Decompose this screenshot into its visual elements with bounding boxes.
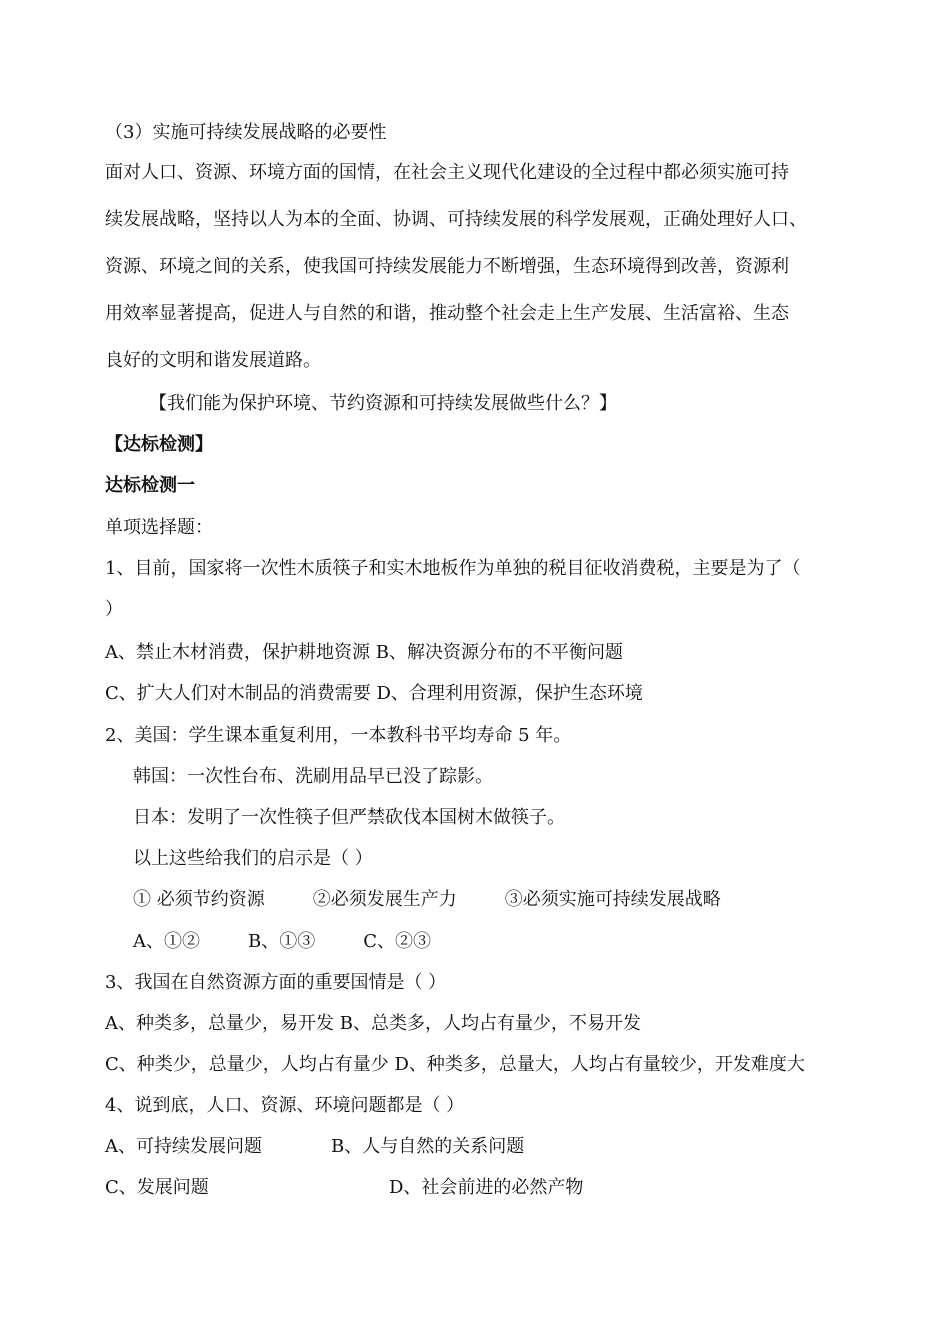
q1-stem: 1、目前，国家将一次性木质筷子和实木地板作为单独的税目征收消费税，主要是为了（ [105, 558, 801, 579]
paragraph-line: 续发展战略，坚持以人为本的全面、协调、可持续发展的科学发展观，正确处理好人口、 [105, 209, 807, 230]
q4-stem: 4、说到底，人口、资源、环境问题都是（ ） [105, 1095, 465, 1116]
q4-option-c: C、发展问题 [105, 1177, 209, 1198]
test-subtitle: 达标检测一 [105, 475, 195, 496]
q3-stem: 3、我国在自然资源方面的重要国情是（ ） [105, 972, 447, 993]
q1-stem-cont: ） [105, 599, 123, 620]
paragraph-line: 面对人口、资源、环境方面的国情，在社会主义现代化建设的全过程中都必须实施可持 [105, 162, 789, 183]
q2-item-3: ③必须实施可持续发展战略 [504, 889, 721, 910]
q2-korea-line: 韩国：一次性台布、洗刷用品早已没了踪影。 [133, 766, 493, 787]
q3-options-ab: A、种类多，总量少，易开发 B、总类多，人均占有量少，不易开发 [105, 1013, 641, 1034]
q1-options-ab: A、禁止木材消费，保护耕地资源 B、解决资源分布的不平衡问题 [105, 642, 623, 663]
reflection-question: 【我们能为保护环境、节约资源和可持续发展做些什么？】 [149, 393, 617, 414]
q4-option-a: A、可持续发展问题 [105, 1136, 262, 1157]
q2-option-c: C、②③ [363, 931, 432, 952]
question-type-label: 单项选择题： [105, 517, 213, 538]
q2-item-2: ②必须发展生产力 [312, 889, 457, 910]
q2-items [133, 888, 721, 912]
q2-prompt: 以上这些给我们的启示是（ ） [133, 848, 373, 869]
q2-option-a: A、①② [133, 931, 200, 952]
q2-option-b: B、①③ [248, 931, 316, 952]
q2-stem: 2、美国：学生课本重复利用，一本教科书平均寿命 5 年。 [105, 725, 572, 746]
paragraph-line: 用效率显著提高，促进人与自然的和谐，推动整个社会走上生产发展、生活富裕、生态 [105, 303, 789, 324]
q1-options-cd: C、扩大人们对木制品的消费需要 D、合理利用资源，保护生态环境 [105, 683, 643, 704]
paragraph-line: 良好的文明和谐发展道路。 [105, 350, 321, 371]
q2-japan-line: 日本：发明了一次性筷子但严禁砍伐本国树木做筷子。 [133, 807, 565, 828]
section-heading: （3）实施可持续发展战略的必要性 [105, 122, 387, 143]
q2-options [133, 930, 431, 954]
test-title: 【达标检测】 [105, 434, 213, 455]
q4-option-b: B、人与自然的关系问题 [331, 1136, 525, 1157]
q4-option-d: D、社会前进的必然产物 [389, 1177, 584, 1198]
q2-item-1: ① 必须节约资源 [133, 889, 265, 910]
paragraph-line: 资源、环境之间的关系，使我国可持续发展能力不断增强，生态环境得到改善，资源利 [105, 256, 789, 277]
q3-options-cd: C、种类少，总量少，人均占有量少 D、种类多，总量大，人均占有量较少，开发难度大 [105, 1054, 805, 1075]
